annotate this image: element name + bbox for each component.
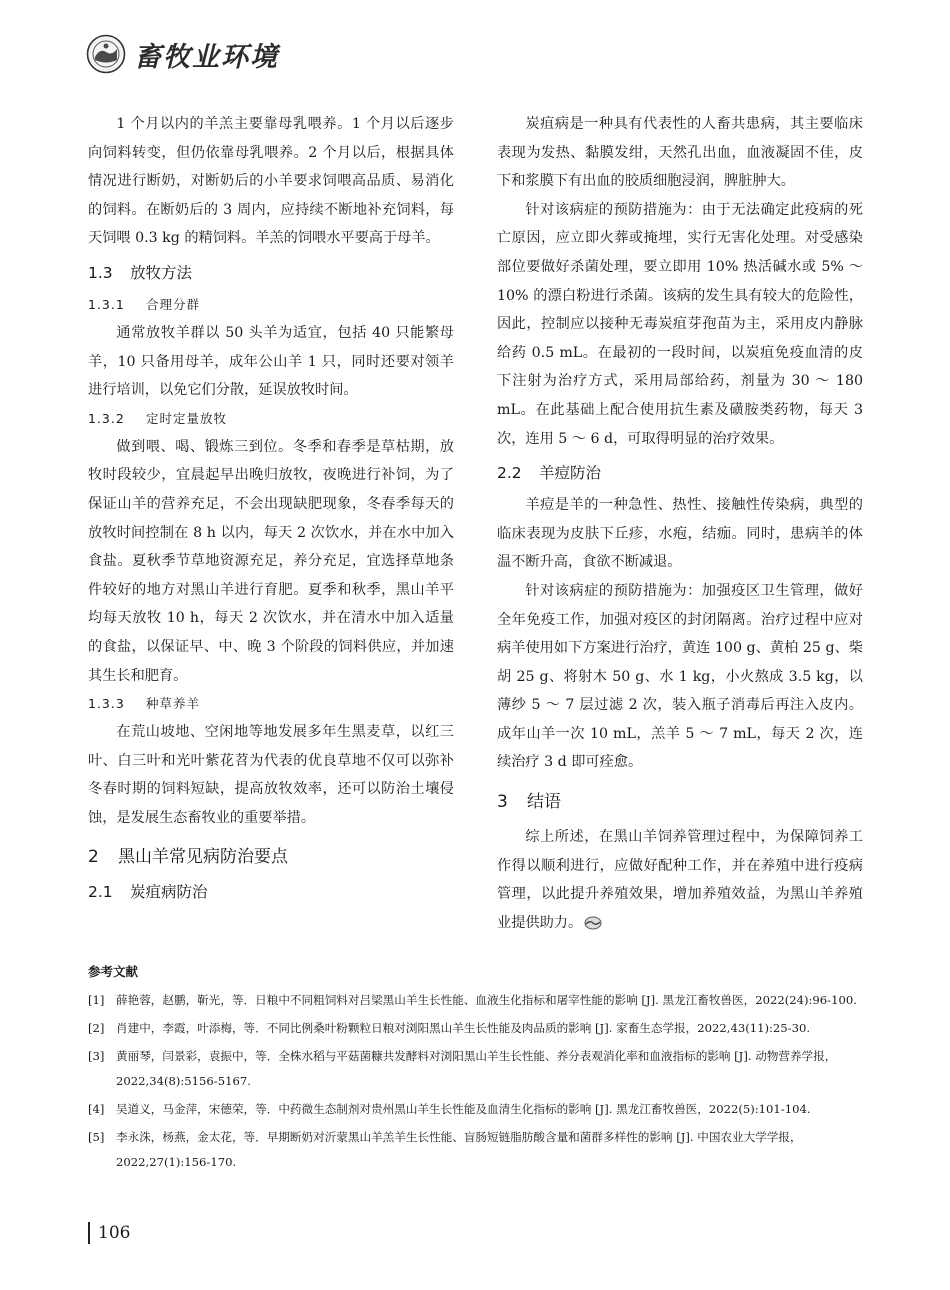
page-number: 106	[98, 1223, 131, 1243]
paragraph: 1 个月以内的羊羔主要靠母乳喂养。1 个月以后逐步向饲料转变，但仍依靠母乳喂养。2 个月以后，根据具体情况进行断奶，对断奶后的小羊要求饲喂高品质、易消化的饲料。在断奶后的 3 周内，应持续不断地补充饲料，每天饲喂 0.3 kg 的精饲料。羊羔的饲喂水平要高于母羊。	[88, 116, 454, 247]
article-end-icon	[584, 916, 602, 930]
subsection-number: 1.3.3	[88, 696, 125, 712]
reference-item	[88, 988, 868, 1013]
section-heading-1-3	[88, 259, 454, 287]
references	[88, 962, 868, 1178]
reference-number: [2]	[88, 1021, 105, 1035]
paragraph: 通常放牧羊群以 50 头羊为适宜，包括 40 只能繁母羊，10 只备用母羊，成年公山羊 1 只，同时还要对领羊进行培训，以免它们分散，延误放牧时间。	[88, 324, 454, 399]
journal-name: 畜牧业环境	[134, 41, 279, 73]
reference-text: 肖建中，李霞，叶添梅，等．不同比例桑叶粉颗粒日粮对浏阳黑山羊生长性能及肉品质的影响 [J]. 家畜生态学报，2022,43(11):25-30.	[116, 1021, 811, 1035]
section-title: 炭疽病防治	[130, 883, 208, 902]
section-heading-2-1	[88, 878, 454, 906]
subsection-title: 种草养羊	[146, 696, 201, 712]
reference-item	[88, 1097, 868, 1122]
reference-text: 吴道义，马金萍，宋德荣，等．中药微生态制剂对贵州黑山羊生长性能及血清生化指标的影响 [J]. 黑龙江畜牧兽医，2022(5):101-104.	[116, 1102, 811, 1116]
closing-paragraph	[497, 823, 863, 937]
reference-text: 黄丽琴，闫景彩，袁振中，等．全株水稻与平菇菌糠共发酵料对浏阳黑山羊生长性能、养分表观消化率和血液指标的影响 [J]. 动物营养学报，2022,34(8):5156-5167.	[116, 1049, 837, 1088]
reference-item	[88, 1016, 868, 1041]
paragraph: 针对该病症的预防措施为：加强疫区卫生管理，做好全年免疫工作，加强对疫区的封闭隔离。治疗过程中应对病羊使用如下方案进行治疗，黄连 100 g、黄柏 25 g、柴胡 25 g、将射木 50 g、水 1 kg，小火熬成 3.5 kg，以薄纱 5 ～ 7 层过滤 2 次，装入瓶子消毒后再注入皮内。成年山羊一次 10 mL，羔羊 5 ～ 7 mL，每天 2 次，连续治疗 3 d 即可痊愈。	[497, 582, 863, 771]
paragraph: 做到喂、喝、锻炼三到位。冬季和春季是草枯期，放牧时段较少，宜晨起早出晚归放牧，夜晚进行补饲，为了保证山羊的营养充足，不会出现缺肥现象，冬春季每天的放牧时间控制在 8 h 以内，每天 2 次饮水，并在水中加入食盐。夏秋季节草地资源充足，养分充足，宜选择草地条件较好的地方对黑山羊进行育肥。夏季和秋季，黑山羊平均每天放牧 10 h，每天 2 次饮水，并在清水中加入适量的食盐，以保证早、中、晚 3 个阶段的饲料供应，并加速其生长和肥育。	[88, 438, 454, 684]
reference-text: 李永洙，杨燕，金太花，等．早期断奶对沂蒙黑山羊羔羊生长性能、盲肠短链脂肪酸含量和菌群多样性的影响 [J]. 中国农业大学学报，2022,27(1):156-170.	[116, 1130, 802, 1169]
references-title: 参考文献	[88, 964, 139, 979]
reference-number: [3]	[88, 1049, 105, 1063]
subsection-title: 合理分群	[146, 296, 201, 312]
journal-header	[86, 32, 279, 76]
reference-item	[88, 1044, 868, 1094]
subsection-title: 定时定量放牧	[146, 410, 228, 426]
journal-logo-icon	[86, 34, 126, 74]
section-number: 1.3	[88, 263, 113, 282]
paragraph: 在荒山坡地、空闲地等地发展多年生黑麦草，以红三叶、白三叶和光叶紫花苕为代表的优良草地不仅可以弥补冬春时期的饲料短缺，提高放牧效率，还可以防治土壤侵蚀，是发展生态畜牧业的重要举措。	[88, 724, 454, 826]
section-title: 结语	[527, 792, 561, 813]
right-column	[497, 110, 863, 937]
paragraph: 羊痘是羊的一种急性、热性、接触性传染病，典型的临床表现为皮肤下丘疹，水疱，结痂。同时，患病羊的体温不断升高，食欲不断减退。	[497, 497, 863, 571]
section-number: 2	[88, 847, 99, 868]
section-heading-2	[88, 842, 454, 872]
section-number: 2.1	[88, 883, 113, 902]
subsection-heading-1-3-3	[88, 690, 454, 718]
subsection-number: 1.3.2	[88, 410, 125, 426]
section-heading-2-2	[497, 459, 863, 487]
section-title: 黑山羊常见病防治要点	[118, 847, 288, 868]
paragraph-text: 综上所述，在黑山羊饲养管理过程中，为保障饲养工作得以顺利进行，应做好配种工作，并在养殖中进行疫病管理，以此提升养殖效果，增加养殖效益，为黑山羊养殖业提供助力。	[497, 829, 863, 931]
paragraph: 针对该病症的预防措施为：由于无法确定此疫病的死亡原因，应立即火葬或掩埋，实行无害化处理。对受感染部位要做好杀菌处理，要立即用 10% 热活碱水或 5% ～ 10% 的漂白粉进行杀菌。该病的发生具有较大的危险性，因此，控制应以接种无毒炭疽芽孢苗为主，采用皮内静脉给药 0.5 mL。在最初的一段时间，以炭疽免疫血清的皮下注射为治疗方式，采用局部给药，剂量为 30 ～ 180 mL。在此基础上配合使用抗生素及磺胺类药物，每天 3 次，连用 5 ～ 6 d，可取得明显的治疗效果。	[497, 201, 863, 447]
footer-divider	[88, 1222, 90, 1244]
subsection-heading-1-3-1	[88, 291, 454, 319]
subsection-number: 1.3.1	[88, 296, 125, 312]
reference-number: [1]	[88, 993, 105, 1007]
paragraph: 炭疽病是一种具有代表性的人畜共患病，其主要临床表现为发热、黏膜发绀，天然孔出血，血液凝固不佳，皮下和浆膜下有出血的胶质细胞浸润，脾脏肿大。	[497, 116, 863, 190]
section-heading-3	[497, 787, 863, 817]
section-number: 2.2	[497, 464, 522, 483]
section-title: 羊痘防治	[539, 464, 602, 483]
left-column	[88, 110, 454, 910]
reference-text: 薛艳蓉，赵鹏，靳光，等．日粮中不同粗饲料对吕梁黑山羊生长性能、血液生化指标和屠宰性能的影响 [J]. 黑龙江畜牧兽医，2022(24):96-100.	[116, 993, 857, 1007]
reference-item	[88, 1125, 868, 1175]
page-footer	[88, 1222, 130, 1244]
reference-number: [5]	[88, 1130, 105, 1144]
subsection-heading-1-3-2	[88, 405, 454, 433]
section-number: 3	[497, 792, 508, 813]
reference-number: [4]	[88, 1102, 105, 1116]
section-title: 放牧方法	[130, 263, 193, 282]
